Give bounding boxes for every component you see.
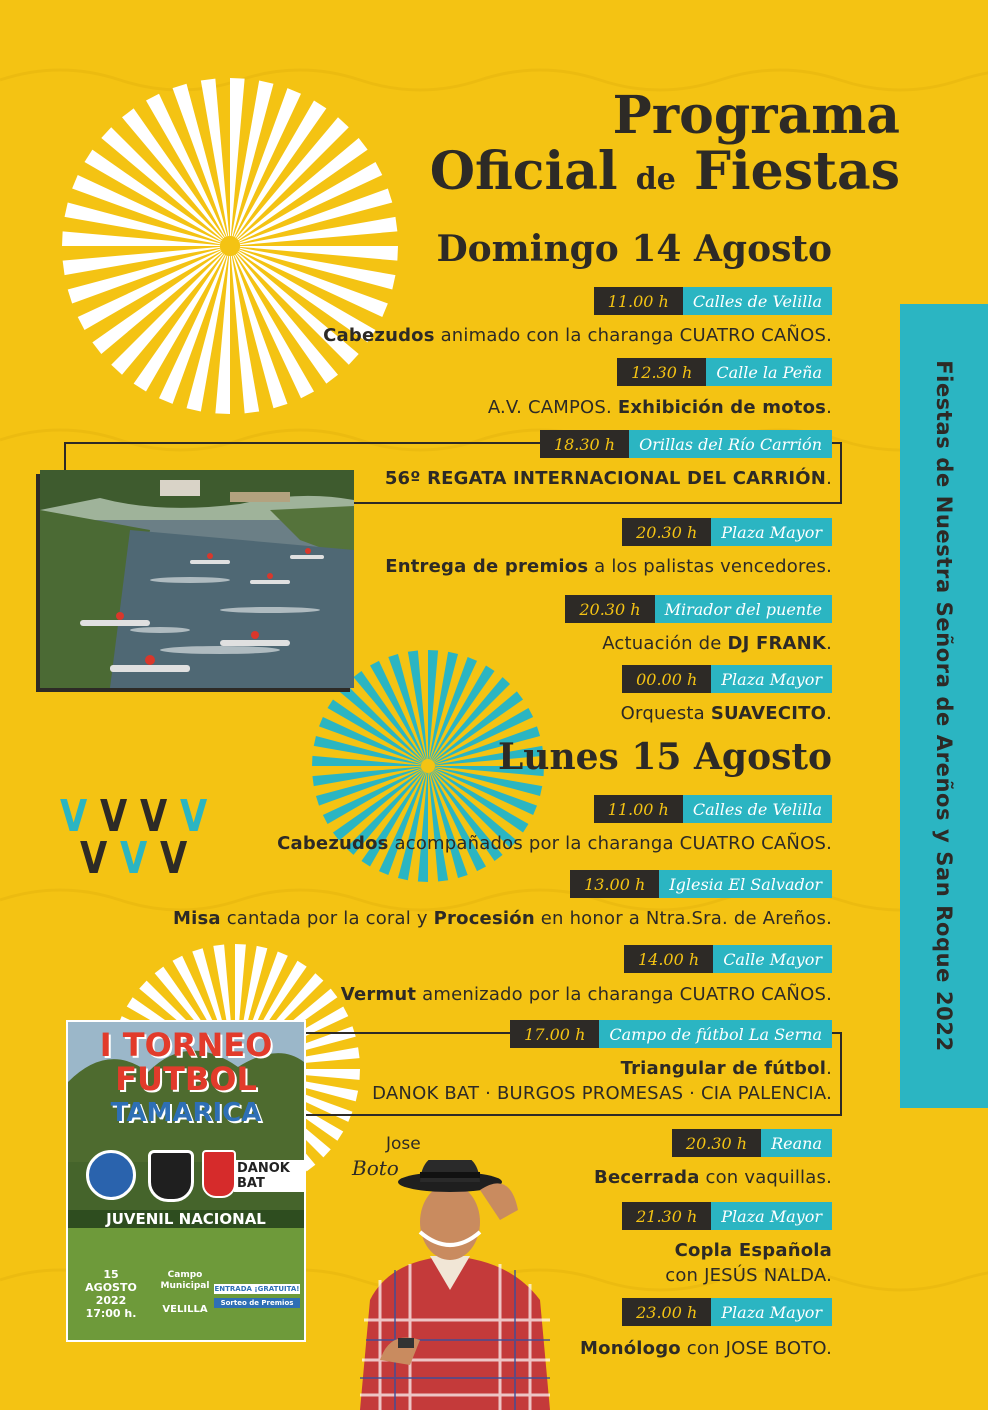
- event-desc-rest: en honor a Ntra.Sra. de Areños.: [534, 908, 832, 929]
- event-desc-pre: Orquesta: [620, 703, 711, 724]
- event-description: [594, 1167, 832, 1188]
- event-description-line-2: DANOK BAT · BURGOS PROMESAS · CIA PALENCIA.: [372, 1083, 832, 1104]
- regata-photo: [40, 470, 354, 688]
- event-description: [621, 703, 832, 724]
- event-chip: [565, 595, 832, 623]
- team-label: DANOK BAT: [234, 1160, 304, 1192]
- river-kayaks-illustration: [40, 470, 354, 688]
- date-month: AGOSTO: [85, 1281, 137, 1294]
- event-desc-pre: Actuación de: [602, 633, 728, 654]
- event-description: [580, 1338, 832, 1359]
- event-description: [323, 325, 832, 346]
- event-place: Calles de Velilla: [683, 287, 832, 315]
- date-year: 2022: [95, 1294, 127, 1307]
- title-line-2: [429, 141, 900, 202]
- tournament-title-1: I TORNEO: [99, 1026, 273, 1064]
- event-place: Plaza Mayor: [711, 1202, 832, 1230]
- event-description: [277, 833, 832, 854]
- event-time: 17.00 h: [510, 1020, 599, 1048]
- event-desc-mid: cantada por la coral y: [220, 908, 434, 929]
- event-chip: [624, 945, 832, 973]
- event-desc-bold: Misa: [173, 908, 221, 929]
- tournament-title-3: TAMARICA: [110, 1098, 262, 1128]
- tournament-poster: [68, 1022, 304, 1340]
- event-place: Reana: [761, 1129, 832, 1157]
- event-description: [602, 633, 832, 654]
- entry-note: ENTRADA ¡GRATUITA!: [214, 1285, 300, 1293]
- chevron-decoration: V V V V V V V: [60, 791, 213, 884]
- event-chip: [622, 1202, 832, 1230]
- event-description: [341, 984, 832, 1005]
- event-time: 20.30 h: [622, 518, 711, 546]
- event-chip: [510, 1020, 832, 1048]
- event-description: [621, 1058, 832, 1079]
- tournament-venue: [150, 1270, 220, 1315]
- event-time: 21.30 h: [622, 1202, 711, 1230]
- event-desc-rest: .: [826, 397, 832, 418]
- raffle-note: Sorteo de Premios: [214, 1298, 300, 1308]
- event-time: 23.00 h: [622, 1298, 711, 1326]
- title-line-1: Programa: [612, 85, 900, 146]
- event-desc-rest: animado con la charanga CUATRO CAÑOS.: [434, 325, 832, 346]
- event-place: Orillas del Río Carrión: [629, 430, 832, 458]
- performer-label: Jose: [386, 1134, 421, 1154]
- event-time: 20.30 h: [672, 1129, 761, 1157]
- event-chip: [622, 665, 832, 693]
- event-desc-bold: SUAVECITO: [710, 703, 827, 724]
- event-place: Campo de fútbol La Serna: [599, 1020, 832, 1048]
- venue-line-1: Campo: [167, 1270, 203, 1280]
- event-place: Iglesia El Salvador: [659, 870, 832, 898]
- event-desc-bold: Becerrada: [594, 1167, 700, 1188]
- event-desc-bold: Cabezudos: [323, 325, 435, 346]
- title-word-de: de: [635, 162, 676, 197]
- event-description: [385, 468, 832, 489]
- event-place: Plaza Mayor: [711, 518, 832, 546]
- event-desc-rest: acompañados por la charanga CUATRO CAÑOS.: [388, 833, 832, 854]
- event-desc-rest: .: [826, 703, 832, 724]
- tournament-date: [74, 1268, 148, 1320]
- event-desc-rest: con JOSE BOTO.: [680, 1338, 832, 1359]
- event-desc-rest: amenizado por la charanga CUATRO CAÑOS.: [416, 984, 832, 1005]
- event-desc-bold: Monólogo: [580, 1338, 681, 1359]
- event-time: 12.30 h: [617, 358, 706, 386]
- event-description-line-2: con JESÚS NALDA.: [665, 1265, 832, 1286]
- event-chip: [617, 358, 832, 386]
- title-word-fiestas: Fiestas: [693, 141, 900, 202]
- event-chip: [622, 518, 832, 546]
- event-desc-bold: Cabezudos: [277, 833, 389, 854]
- event-place: Mirador del puente: [655, 595, 832, 623]
- event-time: 18.30 h: [540, 430, 629, 458]
- event-desc-bold: Entrega de premios: [385, 556, 589, 577]
- event-desc-bold: 56º REGATA INTERNACIONAL DEL CARRIÓN: [384, 468, 827, 489]
- event-time: 14.00 h: [624, 945, 713, 973]
- event-desc-rest: .: [826, 1058, 832, 1079]
- event-time: 00.00 h: [622, 665, 711, 693]
- day-heading-domingo: Domingo 14 Agosto: [436, 228, 832, 270]
- performer-signature: Boto: [352, 1156, 399, 1180]
- event-desc-bold: Copla Española: [674, 1240, 832, 1261]
- venue-line-3: VELILLA: [162, 1304, 208, 1315]
- date-time: 17:00 h.: [85, 1307, 137, 1320]
- performer-illustration: [350, 1160, 560, 1410]
- event-desc-pre: A.V. CAMPOS.: [487, 397, 618, 418]
- event-chip: [594, 287, 832, 315]
- event-chip: [570, 870, 832, 898]
- tournament-title-2: FUTBOL: [115, 1060, 257, 1098]
- event-place: Calles de Velilla: [683, 795, 832, 823]
- event-chip: [594, 795, 832, 823]
- title-word-oficial: Oficial: [429, 141, 618, 202]
- event-desc-bold: Exhibición de motos: [617, 397, 827, 418]
- event-description: [488, 397, 832, 418]
- event-desc-bold-2: Procesión: [433, 908, 535, 929]
- event-time: 11.00 h: [594, 287, 683, 315]
- event-description: [173, 908, 832, 929]
- venue-line-2: Municipal: [160, 1281, 210, 1291]
- event-chip: [622, 1298, 832, 1326]
- event-desc-rest: con vaquillas.: [699, 1167, 832, 1188]
- side-banner-text: Fiestas de Nuestra Señora de Areños y San Roque 2022: [932, 360, 956, 1052]
- event-description: [385, 556, 832, 577]
- event-chip: [540, 430, 832, 458]
- event-description: [675, 1240, 832, 1261]
- event-desc-bold: DJ FRANK: [727, 633, 827, 654]
- white-sunburst-decoration: [62, 78, 398, 414]
- event-desc-rest: .: [826, 633, 832, 654]
- event-desc-rest: .: [826, 468, 832, 489]
- event-desc-bold: Vermut: [340, 984, 417, 1005]
- event-time: 13.00 h: [570, 870, 659, 898]
- event-place: Plaza Mayor: [711, 665, 832, 693]
- club-crest-icon: [202, 1150, 236, 1198]
- club-badge-icon: [86, 1150, 136, 1200]
- event-place: Calle la Peña: [706, 358, 832, 386]
- event-time: 20.30 h: [565, 595, 654, 623]
- event-desc-bold: Triangular de fútbol: [620, 1058, 827, 1079]
- event-place: Calle Mayor: [713, 945, 832, 973]
- date-day: 15: [103, 1268, 119, 1281]
- event-desc-rest: a los palistas vencedores.: [588, 556, 832, 577]
- tournament-category: JUVENIL NACIONAL: [68, 1210, 304, 1228]
- event-place: Plaza Mayor: [711, 1298, 832, 1326]
- event-chip: [672, 1129, 832, 1157]
- club-shield-icon: [148, 1150, 194, 1202]
- day-heading-lunes: Lunes 15 Agosto: [497, 736, 832, 778]
- event-time: 11.00 h: [594, 795, 683, 823]
